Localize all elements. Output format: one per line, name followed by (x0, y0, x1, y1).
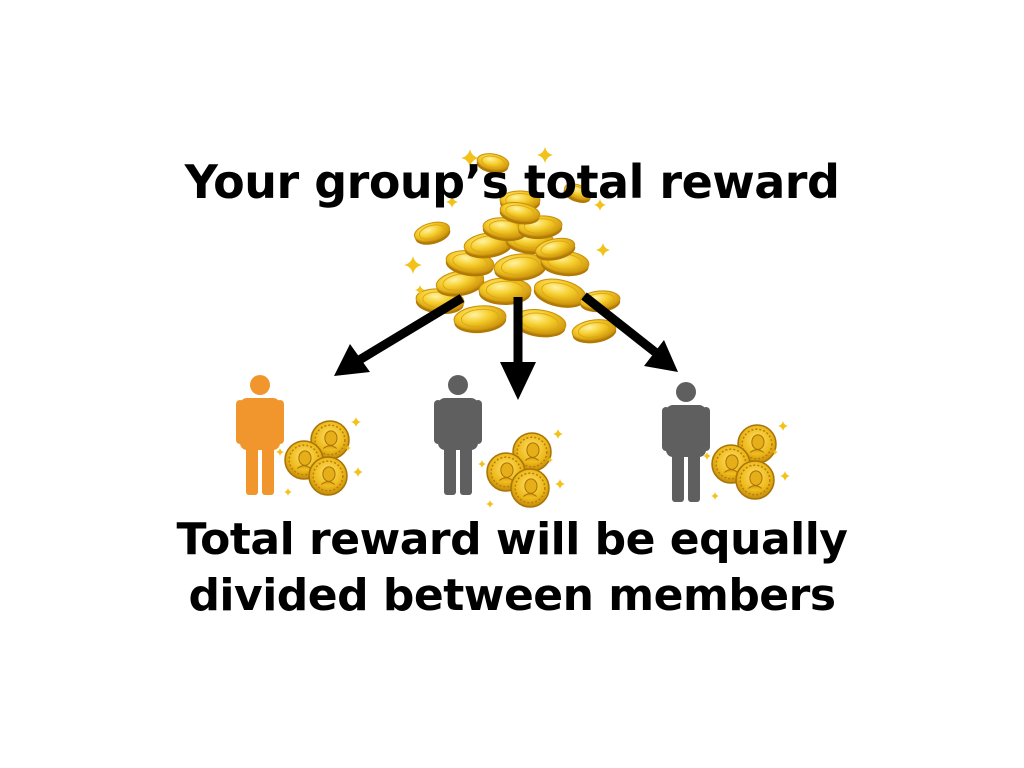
coin-stack-icon (276, 417, 363, 496)
person-icon (662, 382, 710, 502)
person-icon (434, 375, 482, 495)
distribution-arrows (334, 296, 678, 400)
slide-caption (0, 512, 1024, 624)
group-members (236, 375, 790, 508)
person-icon (236, 375, 284, 495)
caption-line-2: divided between members (188, 570, 836, 621)
coin-stack-icon (478, 429, 565, 508)
coin-stack-icon (703, 421, 790, 500)
slide-title: Your group’s total reward (184, 155, 840, 209)
caption-line-1: Total reward will be equally (176, 514, 848, 565)
down-arrow-icon (334, 298, 462, 376)
